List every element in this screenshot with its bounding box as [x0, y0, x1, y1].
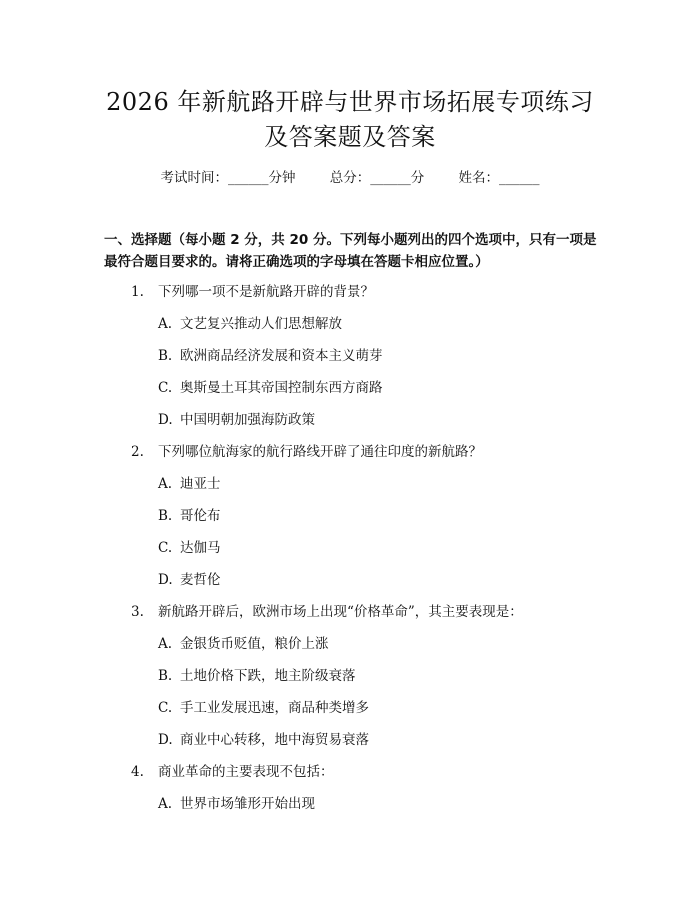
question-4-option-a — [158, 794, 315, 814]
question-1-option-c — [158, 378, 383, 398]
option-letter: D. — [158, 732, 173, 748]
exam-time-field: 考试时间：______分钟 — [160, 170, 296, 186]
question-number: 3. — [131, 604, 144, 620]
option-text: 土地价格下跌，地主阶级衰落 — [180, 668, 356, 684]
option-letter: A. — [158, 316, 173, 332]
student-name-field: 姓名：______ — [458, 170, 540, 186]
exam-meta — [0, 168, 700, 188]
question-2 — [131, 442, 482, 462]
question-1-option-b — [158, 346, 383, 366]
option-text: 商业中心转移，地中海贸易衰落 — [180, 732, 369, 748]
question-text: 下列哪一项不是新航路开辟的背景？ — [158, 284, 374, 300]
option-letter: D. — [158, 412, 173, 428]
question-3-option-d — [158, 730, 369, 750]
question-1 — [131, 282, 374, 302]
option-text: 达伽马 — [180, 540, 221, 556]
question-number: 1. — [131, 284, 144, 300]
option-text: 金银货币贬值，粮价上涨 — [180, 636, 329, 652]
question-3 — [131, 602, 523, 622]
option-letter: A. — [158, 476, 173, 492]
section-heading-line-2: 最符合题目要求的。请将正确选项的字母填在答题卡相应位置。） — [104, 254, 489, 270]
question-text: 商业革命的主要表现不包括： — [158, 764, 334, 780]
option-letter: B. — [158, 348, 173, 364]
question-2-option-a — [158, 474, 221, 494]
option-text: 麦哲伦 — [180, 572, 221, 588]
option-text: 世界市场雏形开始出现 — [180, 796, 315, 812]
option-letter: D. — [158, 572, 173, 588]
question-1-option-d — [158, 410, 315, 430]
option-text: 迪亚士 — [180, 476, 221, 492]
option-text: 哥伦布 — [180, 508, 221, 524]
question-4 — [131, 762, 334, 782]
option-letter: C. — [158, 540, 173, 556]
section-heading-line-1: 一、选择题（每小题 2 分，共 20 分。下列每小题列出的四个选项中，只有一项是 — [104, 232, 597, 248]
question-3-option-a — [158, 634, 329, 654]
question-1-option-a — [158, 314, 342, 334]
option-text: 文艺复兴推动人们思想解放 — [180, 316, 342, 332]
question-number: 2. — [131, 444, 144, 460]
option-text: 手工业发展迅速，商品种类增多 — [180, 700, 369, 716]
question-text: 新航路开辟后，欧洲市场上出现“价格革命”，其主要表现是： — [158, 604, 523, 620]
total-score-field: 总分：______分 — [329, 170, 425, 186]
question-text: 下列哪位航海家的航行路线开辟了通往印度的新航路？ — [158, 444, 482, 460]
page-title-line-1: 2026 年新航路开辟与世界市场拓展专项练习 — [106, 88, 594, 116]
question-number: 4. — [131, 764, 144, 780]
question-3-option-b — [158, 666, 356, 686]
question-2-option-b — [158, 506, 221, 526]
option-letter: C. — [158, 700, 173, 716]
option-letter: C. — [158, 380, 173, 396]
option-text: 奥斯曼土耳其帝国控制东西方商路 — [180, 380, 383, 396]
page-title-line-2: 及答案题及答案 — [264, 123, 436, 151]
question-2-option-c — [158, 538, 221, 558]
option-letter: A. — [158, 796, 173, 812]
option-text: 欧洲商品经济发展和资本主义萌芽 — [180, 348, 383, 364]
option-letter: B. — [158, 508, 173, 524]
question-2-option-d — [158, 570, 221, 590]
option-letter: A. — [158, 636, 173, 652]
option-text: 中国明朝加强海防政策 — [180, 412, 315, 428]
option-letter: B. — [158, 668, 173, 684]
question-3-option-c — [158, 698, 369, 718]
